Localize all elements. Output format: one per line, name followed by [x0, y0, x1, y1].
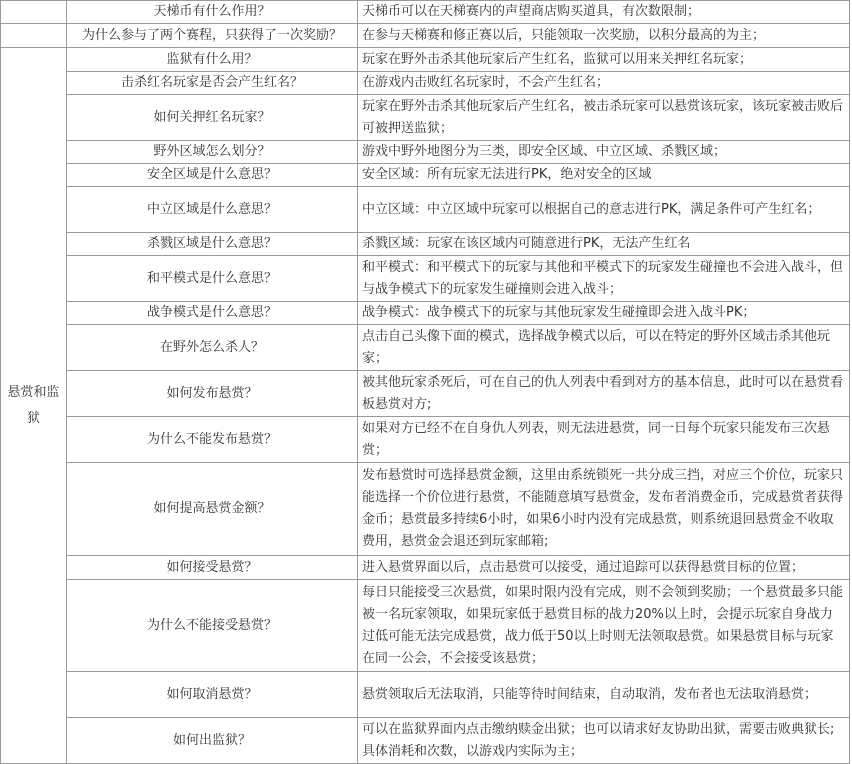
table-row — [1, 72, 850, 95]
answer-cell: 安全区域：所有玩家无法进行PK，绝对安全的区域 — [358, 164, 850, 187]
answer-cell: 在游戏内击败红名玩家时，不会产生红名； — [358, 72, 850, 95]
question-cell: 战争模式是什么意思？ — [67, 302, 358, 325]
answer-cell: 点击自己头像下面的模式，选择战争模式以后，可以在特定的野外区域击杀其他玩家； — [358, 325, 850, 371]
question-cell: 如何出监狱？ — [67, 718, 358, 764]
table-row — [1, 672, 850, 718]
table-row — [1, 463, 850, 556]
question-cell: 为什么不能发布悬赏？ — [67, 417, 358, 463]
answer-cell: 杀戮区域：玩家在该区域内可随意进行PK，无法产生红名 — [358, 233, 850, 256]
question-cell: 监狱有什么用？ — [67, 48, 358, 72]
question-cell: 和平模式是什么意思？ — [67, 256, 358, 302]
answer-cell: 天梯币可以在天梯赛内的声望商店购买道具，有次数限制； — [358, 1, 850, 24]
answer-cell: 每日只能接受三次悬赏，如果时限内没有完成，则不会领到奖励；一个悬赏最多只能被一名玩家领取，如果玩家低于悬赏目标的战力20%以上时，会提示玩家自身战力过低可能无法完成悬赏，战力低于50以上时则无法领取悬赏。如果悬赏目标与玩家在同一公会，不会接受该悬赏； — [358, 580, 850, 672]
table-row — [1, 164, 850, 187]
table-row — [1, 141, 850, 164]
question-cell: 为什么不能接受悬赏？ — [67, 580, 358, 672]
table-row — [1, 417, 850, 463]
question-cell: 如何取消悬赏？ — [67, 672, 358, 718]
question-cell: 如何接受悬赏？ — [67, 556, 358, 580]
category-cell-blank — [1, 1, 67, 24]
question-cell: 击杀红名玩家是否会产生红名？ — [67, 72, 358, 95]
question-cell: 安全区域是什么意思？ — [67, 164, 358, 187]
answer-cell: 如果对方已经不在自身仇人列表，则无法进悬赏，同一日每个玩家只能发布三次悬赏； — [358, 417, 850, 463]
question-cell: 杀戮区域是什么意思？ — [67, 233, 358, 256]
answer-cell: 可以在监狱界面内点击缴纳赎金出狱；也可以请求好友协助出狱，需要击败典狱长;具体消耗和次数，以游戏内实际为主； — [358, 718, 850, 764]
answer-cell: 和平模式：和平模式下的玩家与其他和平模式下的玩家发生碰撞也不会进入战斗，但与战争模式下的玩家发生碰撞则会进入战斗； — [358, 256, 850, 302]
answer-cell: 悬赏领取后无法取消，只能等待时间结束，自动取消，发布者也无法取消悬赏； — [358, 672, 850, 718]
category-cell-blank — [1, 24, 67, 48]
table-row — [1, 233, 850, 256]
question-cell: 野外区域怎么划分？ — [67, 141, 358, 164]
answer-cell: 玩家在野外击杀其他玩家后产生红名，监狱可以用来关押红名玩家； — [358, 48, 850, 72]
question-cell: 如何关押红名玩家？ — [67, 95, 358, 141]
answer-cell: 在参与天梯赛和修正赛以后，只能领取一次奖励，以积分最高的为主； — [358, 24, 850, 48]
answer-cell: 战争模式：战争模式下的玩家与其他玩家发生碰撞即会进入战斗PK； — [358, 302, 850, 325]
answer-cell: 玩家在野外击杀其他玩家后产生红名，被击杀玩家可以悬赏该玩家，该玩家被击败后可被押送监狱； — [358, 95, 850, 141]
answer-cell: 中立区域：中立区域中玩家可以根据自己的意志进行PK，满足条件可产生红名； — [358, 187, 850, 233]
table-row — [1, 48, 850, 72]
table-row — [1, 187, 850, 233]
question-cell: 天梯币有什么作用？ — [67, 1, 358, 24]
question-cell: 为什么参与了两个赛程，只获得了一次奖励？ — [67, 24, 358, 48]
table-row — [1, 718, 850, 764]
question-cell: 在野外怎么杀人？ — [67, 325, 358, 371]
table-row — [1, 256, 850, 302]
question-cell: 如何提高悬赏金额？ — [67, 463, 358, 556]
table-row — [1, 95, 850, 141]
answer-cell: 被其他玩家杀死后，可在自己的仇人列表中看到对方的基本信息，此时可以在悬赏看板悬赏对方; — [358, 371, 850, 417]
table-row — [1, 580, 850, 672]
table-row — [1, 1, 850, 24]
answer-cell: 发布悬赏时可选择悬赏金额，这里由系统锁死一共分成三挡，对应三个价位，玩家只能选择一个价位进行悬赏，不能随意填写悬赏金，发布者消费金币，完成悬赏者获得金币；悬赏最多持续6小时，如果6小时内没有完成悬赏，则系统退回悬赏金不收取费用，悬赏金会退还到玩家邮箱; — [358, 463, 850, 556]
question-cell: 中立区域是什么意思？ — [67, 187, 358, 233]
question-cell: 如何发布悬赏？ — [67, 371, 358, 417]
category-cell: 悬赏和监狱 — [1, 48, 67, 764]
table-row — [1, 325, 850, 371]
answer-cell: 进入悬赏界面以后，点击悬赏可以接受，通过追踪可以获得悬赏目标的位置； — [358, 556, 850, 580]
table-row — [1, 371, 850, 417]
table-row — [1, 556, 850, 580]
answer-cell: 游戏中野外地图分为三类，即安全区域、中立区域、杀戮区域； — [358, 141, 850, 164]
table-row — [1, 302, 850, 325]
table-row — [1, 24, 850, 48]
